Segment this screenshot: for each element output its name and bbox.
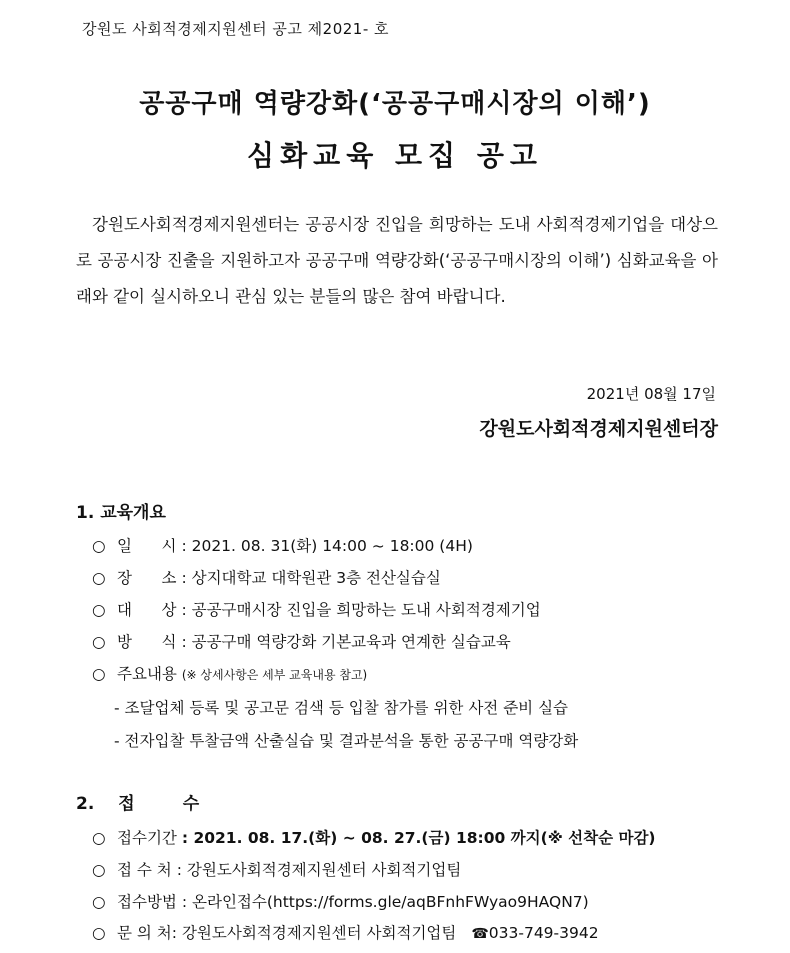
notice-number: 강원도 사회적경제지원센터 공고 제2021- 호 <box>82 20 390 38</box>
row-value: : 공공구매 역량강화 기본교육과 연계한 실습교육 <box>181 633 511 651</box>
reception-row-contact <box>92 921 599 943</box>
row-label: 접수방법 <box>117 893 177 911</box>
row-label: 장 소 <box>117 569 177 587</box>
content-subitem: - 조달업체 등록 및 공고문 검색 등 입찰 참가를 위한 사전 준비 실습 <box>114 699 569 717</box>
row-label: 문 의 처: <box>117 924 177 942</box>
row-label: 방 식 <box>117 633 177 651</box>
row-label: 대 상 <box>117 601 177 619</box>
section2-title-b: 수 <box>182 794 200 814</box>
bullet-icon: ○ <box>92 665 106 683</box>
row-value: : 강원도사회적경제지원센터 사회적기업팀 <box>176 861 462 879</box>
reception-row-period <box>92 826 656 848</box>
bullet-icon: ○ <box>92 633 106 651</box>
intro-paragraph: 강원도사회적경제지원센터는 공공시장 진입을 희망하는 도내 사회적경제기업을 대상으로 공공시장 진출을 지원하고자 공공구매 역량강화(‘공공구매시장의 이해’) 심화교육을 아래와 같이 실시하오니 관심 있는 분들의 많은 참여 바랍니다. <box>76 215 718 306</box>
bullet-icon: ○ <box>92 569 106 587</box>
overview-row-target <box>92 598 541 620</box>
row-label: 접 수 처 <box>117 861 172 879</box>
bullet-icon: ○ <box>92 861 106 879</box>
row-label: 주요내용 <box>117 665 177 683</box>
bullet-icon: ○ <box>92 893 106 911</box>
reception-row-method <box>92 890 589 912</box>
row-label: 접수기간 <box>117 829 177 847</box>
overview-row-place <box>92 566 441 588</box>
overview-row-method <box>92 630 511 652</box>
row-value: : 2021. 08. 17.(화) ~ 08. 27.(금) 18:00 까지(※ 선착순 마감) <box>181 829 656 847</box>
reception-row-office <box>92 858 461 880</box>
bullet-icon: ○ <box>92 537 106 555</box>
title-line-1: 공공구매 역량강화(‘공공구매시장의 이해’) <box>139 89 651 119</box>
row-value: : 온라인접수(https://forms.gle/aqBFnhFWyao9HAQN7) <box>181 893 589 911</box>
overview-row-content <box>92 662 367 684</box>
section2-number: 2. <box>76 794 95 814</box>
title-line-2: 심화교육 모집 공고 <box>247 139 543 172</box>
row-value: : 2021. 08. 31(화) 14:00 ~ 18:00 (4H) <box>181 537 473 555</box>
signer: 강원도사회적경제지원센터장 <box>479 418 718 440</box>
overview-row-datetime <box>92 534 473 556</box>
content-subitem: - 전자입찰 투찰금액 산출실습 및 결과분석을 통한 공공구매 역량강화 <box>114 732 579 750</box>
row-label: 일 시 <box>117 537 177 555</box>
bullet-icon: ○ <box>92 924 106 942</box>
bullet-icon: ○ <box>92 601 106 619</box>
section2-title <box>76 789 199 814</box>
section2-title-a: 접 <box>118 794 135 814</box>
phone-icon: ☎ <box>471 926 489 942</box>
phone-number: 033-749-3942 <box>488 924 599 942</box>
section1-title: 1. 교육개요 <box>76 503 166 523</box>
row-value: : 공공구매시장 진입을 희망하는 도내 사회적경제기업 <box>181 601 541 619</box>
row-value: 강원도사회적경제지원센터 사회적기업팀 <box>181 924 457 942</box>
notice-date: 2021년 08월 17일 <box>586 385 716 403</box>
row-value: : 상지대학교 대학원관 3층 전산실습실 <box>181 569 441 587</box>
row-note: (※ 상세사항은 세부 교육내용 참고) <box>181 668 368 682</box>
bullet-icon: ○ <box>92 829 106 847</box>
